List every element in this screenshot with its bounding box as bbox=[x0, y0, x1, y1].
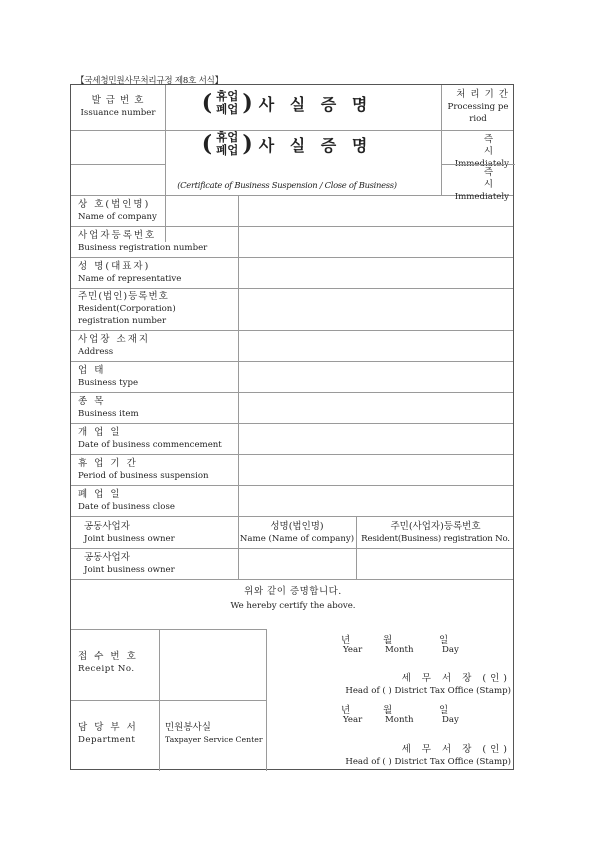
header-row-subtitle bbox=[71, 164, 513, 202]
joint-owner-registration-header: 주민(사업자)등록번호 Resident(Business) registration No. bbox=[361, 521, 510, 544]
issuance-number-label: 발 급 번 호 Issuance number bbox=[80, 95, 156, 118]
joint-owner-header-row bbox=[71, 517, 513, 549]
field-row-resident-number: 주민(법인)등록번호 Resident(Corporation) registration number bbox=[71, 289, 513, 331]
processing-immediately-1: 즉 시 Immediately bbox=[454, 134, 509, 169]
processing-period-label: 처 리 기 간 Processing period bbox=[447, 89, 509, 124]
header-row-issuance bbox=[71, 85, 513, 131]
resident-number-value[interactable] bbox=[239, 289, 515, 330]
joint-owner-label-2: 공동사업자 Joint business owner bbox=[84, 552, 175, 575]
certification-statement: 위와 같이 증명합니다. We hereby certify the above. bbox=[230, 586, 356, 611]
joint-owner-label: 공동사업자 Joint business owner bbox=[84, 521, 175, 544]
field-row-commencement-date: 개 업 일 Date of business commencement bbox=[71, 424, 513, 455]
company-name-value[interactable] bbox=[239, 196, 515, 226]
field-row-address: 사업장 소재지 Address bbox=[71, 331, 513, 362]
header-row-title bbox=[71, 130, 513, 169]
address-value[interactable] bbox=[239, 331, 515, 361]
processing-immediately-2: 즉 시 Immediately bbox=[454, 167, 509, 202]
title-text: 사 실 증 명 bbox=[258, 94, 373, 114]
joint-owner-name-header: 성명(법인명) Name (Name of company) bbox=[239, 521, 355, 544]
business-type-value[interactable] bbox=[239, 362, 515, 392]
field-row-business-type: 업 태 Business type bbox=[71, 362, 513, 393]
field-row-business-item: 종 목 Business item bbox=[71, 393, 513, 424]
representative-value[interactable] bbox=[239, 258, 515, 288]
business-registration-value[interactable] bbox=[239, 227, 515, 257]
joint-owner-entry-row bbox=[71, 549, 513, 580]
field-row-close-date: 폐 업 일 Date of business close bbox=[71, 486, 513, 517]
business-item-value[interactable] bbox=[239, 393, 515, 423]
certificate-form bbox=[70, 84, 514, 770]
field-row-representative: 성 명(대표자) Name of representative bbox=[71, 258, 513, 289]
title-suspension-word: 휴업 bbox=[216, 89, 239, 103]
department-value: 민원봉사실 Taxpayer Service Center bbox=[165, 722, 263, 744]
receipt-number-value[interactable] bbox=[160, 629, 265, 699]
field-row-company-name: 상 호(법인명) Name of company bbox=[71, 196, 513, 227]
commencement-date-value[interactable] bbox=[239, 424, 515, 454]
document-title: ( 휴업 폐업 ) 사 실 증 명 bbox=[201, 89, 373, 116]
field-row-business-registration: 사업자등록번호 Business registration number bbox=[71, 227, 513, 258]
field-row-suspension-period: 휴 업 기 간 Period of business suspension bbox=[71, 455, 513, 486]
form-number-label: 【국세청민원사무처리규정 제8호 서식】 bbox=[76, 76, 223, 86]
document-subtitle: (Certificate of Business Suspension / Close of Business) bbox=[177, 180, 397, 190]
receipt-block: 접 수 번 호 Receipt No. 년 월 일 Year Month Day 세 무 서 장 (인) Head of ( ) District Tax Office (Stamp) bbox=[71, 629, 513, 700]
joint-owner-registration-value[interactable] bbox=[357, 549, 515, 579]
department-block: 담 당 부 서 Department 민원봉사실 Taxpayer Service Center 년 월 일 Year Month Day 세 무 서 장 (인) Head of ( ) District Tax Office (Stamp) bbox=[71, 700, 513, 771]
joint-owner-name-value[interactable] bbox=[239, 549, 355, 579]
suspension-period-value[interactable] bbox=[239, 455, 515, 485]
signature-block-2: 세 무 서 장 (인) Head of ( ) District Tax Office (Stamp) bbox=[345, 744, 511, 767]
document-title-main: ( 휴업 폐업 ) 사 실 증 명 bbox=[201, 130, 373, 157]
signature-block-1: 세 무 서 장 (인) Head of ( ) District Tax Office (Stamp) bbox=[345, 673, 511, 696]
close-date-value[interactable] bbox=[239, 486, 515, 516]
receipt-number-label: 접 수 번 호 Receipt No. bbox=[78, 651, 138, 674]
title-closure-word: 폐업 bbox=[216, 102, 239, 116]
department-label: 담 당 부 서 Department bbox=[78, 722, 138, 745]
